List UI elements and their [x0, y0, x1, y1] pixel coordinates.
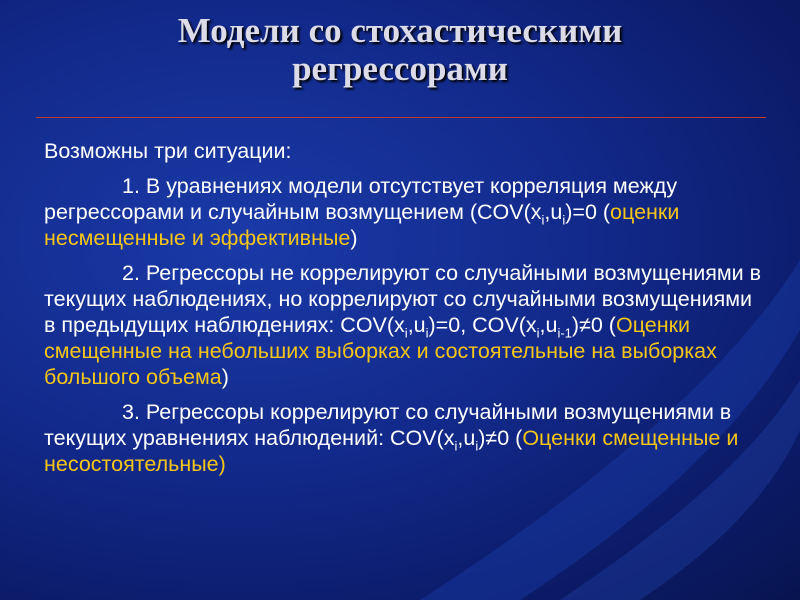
- subscript: i: [541, 212, 545, 228]
- situation-3: [44, 399, 764, 477]
- situation-3-text: ,u: [457, 426, 476, 450]
- situation-2-text: ): [221, 365, 229, 389]
- situation-1-text: 1. В уравнениях модели отсутствует корреляция между регрессорами и случайным возмущением (COV(x: [44, 174, 678, 224]
- subscript: i: [562, 212, 566, 228]
- intro-label: Возможны три ситуации:: [44, 139, 292, 163]
- subscript: i: [475, 438, 479, 454]
- situation-1-text: ,u: [544, 200, 563, 224]
- slide-body: [44, 138, 764, 486]
- situation-1-conclusion: оценки несмещенные и эффективные: [44, 200, 680, 250]
- title-line-1: Модели со стохастическими: [177, 11, 623, 50]
- intro-text: [44, 138, 764, 164]
- situation-3-text: 3. Регрессоры коррелируют со случайными возмущениями в текущих уравнениях наблюдений: COV(x: [44, 400, 732, 450]
- situation-2-conclusion: Оценки смещенные на небольших выборках и состоятельные на выборках большого объема: [44, 313, 717, 389]
- subscript: i: [425, 325, 429, 341]
- subscript: i: [536, 325, 540, 341]
- situation-2: [44, 260, 764, 390]
- situation-3-text: )≠0 (: [478, 426, 523, 450]
- situation-1: [44, 173, 764, 251]
- title-divider: [36, 117, 766, 118]
- subscript: i: [404, 325, 408, 341]
- situation-2-text: )≠0 (: [571, 313, 616, 337]
- subscript: i: [454, 438, 458, 454]
- situation-1-text: )=0 (: [565, 200, 611, 224]
- situation-2-text: 2. Регрессоры не коррелируют со случайными возмущениями в текущих наблюдениях, но коррелируют со случайными возмущениями в предыдущих наблюдениях: COV(x: [44, 261, 762, 337]
- slide-title: [0, 12, 800, 88]
- situation-2-text: ,u: [407, 313, 426, 337]
- situation-1-text: ): [350, 226, 358, 250]
- title-line-2: регрессорами: [292, 49, 508, 88]
- subscript: i-1: [557, 325, 572, 341]
- situation-3-conclusion: Оценки смещенные и несостоятельные): [44, 426, 739, 476]
- situation-2-text: ,u: [539, 313, 558, 337]
- situation-2-text: )=0, COV(x: [428, 313, 537, 337]
